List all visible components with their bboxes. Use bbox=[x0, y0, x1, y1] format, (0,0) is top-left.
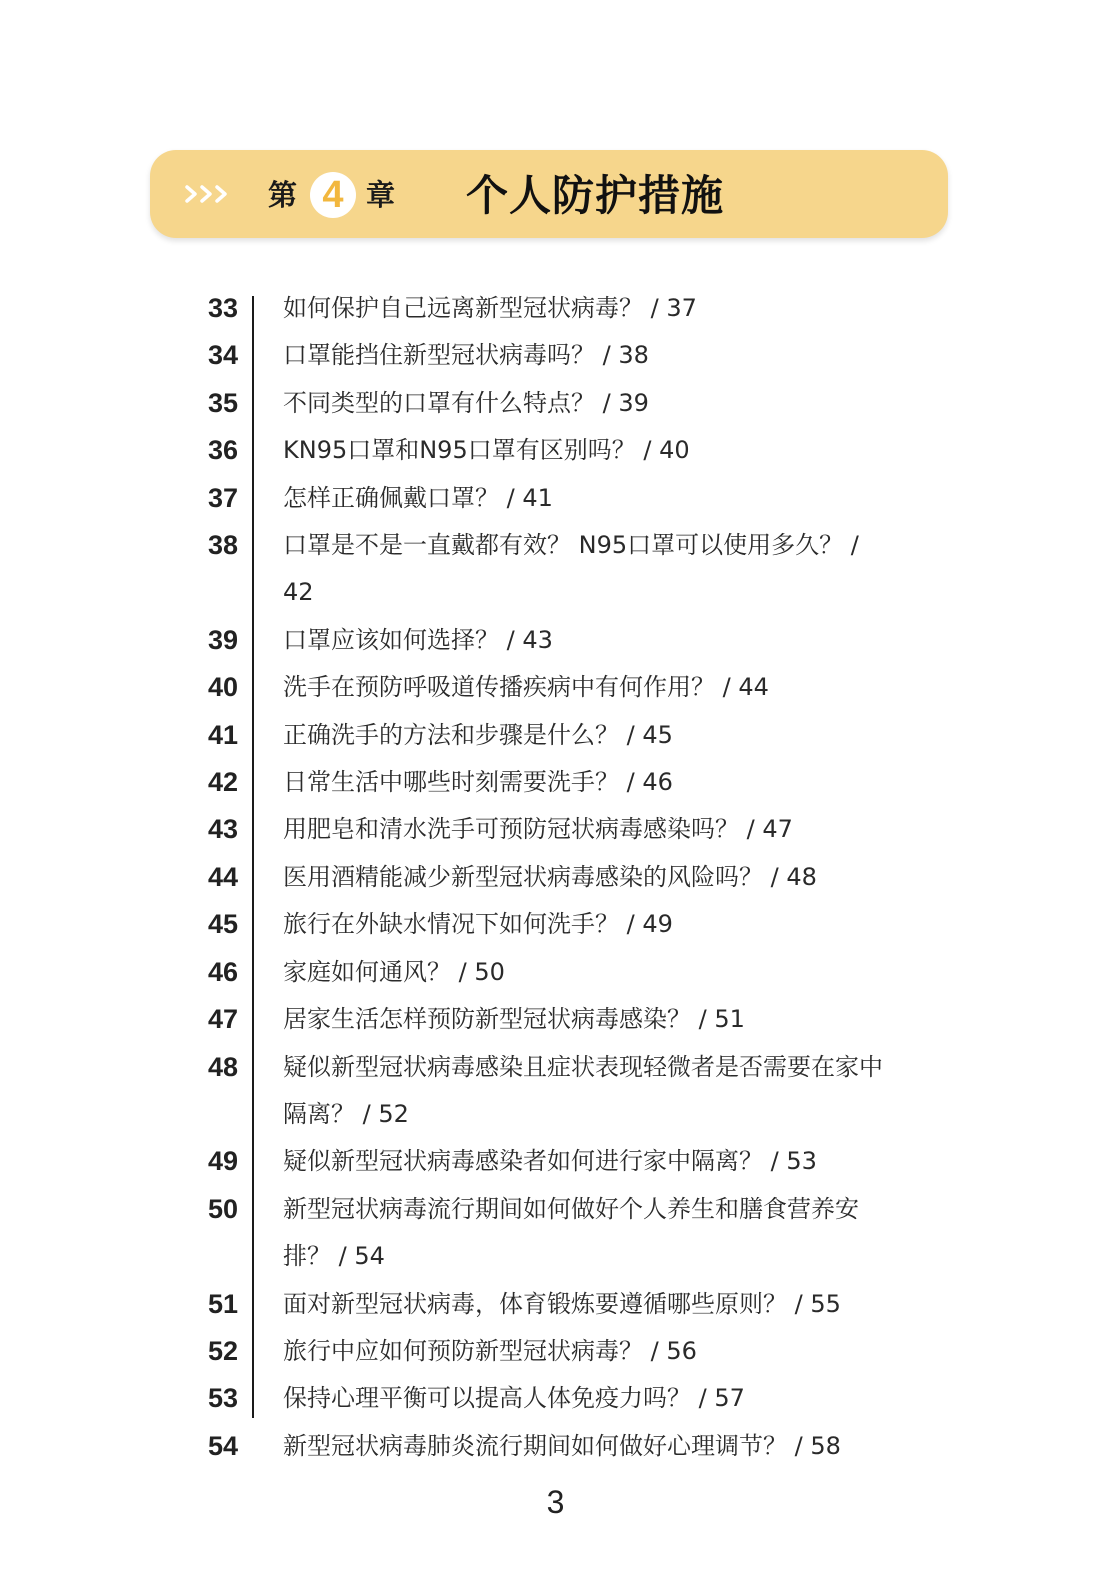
toc-entry[interactable] bbox=[0, 1044, 1111, 1139]
toc-entry-title: 口罩应该如何选择？ / 43 bbox=[283, 625, 553, 654]
toc-entry-number: 33 bbox=[207, 293, 238, 323]
toc-entry-title: 保持心理平衡可以提高人体免疫力吗？ / 57 bbox=[283, 1384, 745, 1413]
toc-entry-title: 怎样正确佩戴口罩？ / 41 bbox=[283, 483, 553, 512]
toc-entry[interactable] bbox=[0, 1186, 1111, 1281]
chapter-suffix: 章 bbox=[366, 178, 396, 212]
toc-entry[interactable] bbox=[0, 1328, 1111, 1375]
table-of-contents bbox=[0, 285, 1111, 1470]
chapter-number-badge: 4 bbox=[310, 172, 356, 218]
toc-entry-number: 36 bbox=[207, 435, 238, 466]
toc-entry[interactable] bbox=[0, 806, 1111, 853]
toc-entry-title: 口罩是不是一直戴都有效？ N95口罩可以使用多久？ / 42 bbox=[283, 531, 859, 607]
toc-entry[interactable] bbox=[0, 759, 1111, 806]
toc-entry-title: 不同类型的口罩有什么特点？ / 39 bbox=[283, 388, 649, 417]
toc-entry-number: 45 bbox=[207, 909, 238, 940]
toc-entry-number: 54 bbox=[207, 1430, 238, 1461]
toc-entry[interactable] bbox=[0, 285, 1111, 332]
toc-entry-title: 旅行在外缺水情况下如何洗手？ / 49 bbox=[283, 910, 673, 939]
toc-entry-number: 44 bbox=[207, 861, 238, 892]
toc-entry-number: 40 bbox=[207, 672, 238, 703]
toc-entry-number: 47 bbox=[207, 1004, 238, 1035]
toc-entry-title: 家庭如何通风？ / 50 bbox=[283, 957, 505, 986]
toc-entry[interactable] bbox=[0, 1423, 1111, 1470]
chapter-prefix: 第 bbox=[268, 178, 298, 212]
toc-entry[interactable] bbox=[0, 949, 1111, 996]
toc-entry[interactable] bbox=[0, 1375, 1111, 1422]
toc-entry[interactable] bbox=[0, 380, 1111, 427]
toc-entry-title: 洗手在预防呼吸道传播疾病中有何作用？ / 44 bbox=[283, 673, 769, 702]
toc-entry[interactable] bbox=[0, 1281, 1111, 1328]
toc-entry[interactable] bbox=[0, 427, 1111, 474]
toc-entry-number: 51 bbox=[207, 1288, 238, 1319]
toc-entry-title: 口罩能挡住新型冠状病毒吗？ / 38 bbox=[283, 341, 649, 370]
toc-entry-number: 46 bbox=[207, 956, 238, 987]
toc-entry-title: 新型冠状病毒肺炎流行期间如何做好心理调节？ / 58 bbox=[283, 1431, 841, 1460]
toc-entry-title: 旅行中应如何预防新型冠状病毒？ / 56 bbox=[283, 1336, 697, 1365]
toc-entry-number: 34 bbox=[207, 340, 238, 371]
toc-entry-title: 面对新型冠状病毒，体育锻炼要遵循哪些原则？ / 55 bbox=[283, 1289, 841, 1318]
toc-entry-number: 42 bbox=[207, 767, 238, 798]
toc-entry-title: 用肥皂和清水洗手可预防冠状病毒感染吗？ / 47 bbox=[283, 815, 793, 844]
toc-entry[interactable] bbox=[0, 901, 1111, 948]
toc-entry-title: 如何保护自己远离新型冠状病毒？ / 37 bbox=[283, 294, 697, 322]
toc-entry-number: 35 bbox=[207, 387, 238, 418]
toc-entry[interactable] bbox=[0, 617, 1111, 664]
chevrons-icon bbox=[184, 178, 236, 210]
toc-entry-number: 52 bbox=[207, 1335, 238, 1366]
chapter-banner bbox=[150, 150, 948, 238]
toc-entry-title: 正确洗手的方法和步骤是什么？ / 45 bbox=[283, 720, 673, 749]
toc-entry[interactable] bbox=[0, 712, 1111, 759]
toc-entry-title: 疑似新型冠状病毒感染且症状表现轻微者是否需要在家中隔离？ / 52 bbox=[283, 1052, 883, 1128]
toc-entry[interactable] bbox=[0, 522, 1111, 617]
toc-entry[interactable] bbox=[0, 854, 1111, 901]
toc-entry-title: 居家生活怎样预防新型冠状病毒感染？ / 51 bbox=[283, 1005, 745, 1034]
toc-entry-number: 37 bbox=[207, 482, 238, 513]
toc-entry-number: 43 bbox=[207, 814, 238, 845]
toc-entry[interactable] bbox=[0, 475, 1111, 522]
toc-entry-number: 50 bbox=[207, 1193, 238, 1224]
toc-entry-title: 疑似新型冠状病毒感染者如何进行家中隔离？ / 53 bbox=[283, 1147, 817, 1176]
toc-entry-number: 48 bbox=[207, 1051, 238, 1082]
toc-entry-number: 41 bbox=[207, 719, 238, 750]
toc-entry[interactable] bbox=[0, 332, 1111, 379]
toc-entry-number: 53 bbox=[207, 1383, 238, 1414]
toc-entry-number: 49 bbox=[207, 1146, 238, 1177]
toc-entry[interactable] bbox=[0, 1138, 1111, 1185]
toc-entry-title: 日常生活中哪些时刻需要洗手？ / 46 bbox=[283, 768, 673, 797]
toc-entry-number: 39 bbox=[207, 624, 238, 655]
toc-entry-number: 38 bbox=[207, 530, 238, 561]
toc-entry[interactable] bbox=[0, 664, 1111, 711]
page-number: 3 bbox=[546, 1484, 565, 1520]
chapter-title: 个人防护措施 bbox=[466, 171, 725, 220]
toc-entry-title: 医用酒精能减少新型冠状病毒感染的风险吗？ / 48 bbox=[283, 862, 817, 891]
toc-entry-title: 新型冠状病毒流行期间如何做好个人养生和膳食营养安排？ / 54 bbox=[283, 1194, 859, 1271]
toc-entry[interactable] bbox=[0, 996, 1111, 1043]
toc-entry-title: KN95口罩和N95口罩有区别吗？ / 40 bbox=[283, 436, 690, 465]
